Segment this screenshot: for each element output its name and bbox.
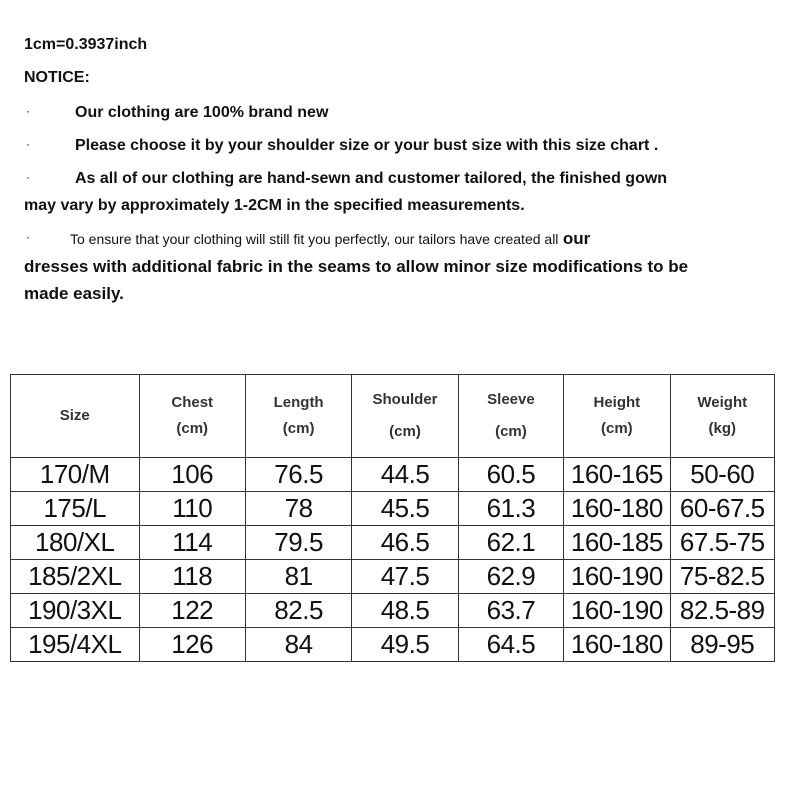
header-chest (139, 375, 245, 458)
notice-heading: NOTICE: (24, 69, 90, 86)
table-cell: 160-180 (564, 628, 670, 662)
header-unit: (cm) (495, 423, 527, 440)
table-cell: 82.5-89 (670, 594, 774, 628)
table-cell: 76.5 (245, 458, 351, 492)
table-cell: 81 (245, 560, 351, 594)
table-cell: 48.5 (352, 594, 458, 628)
size-chart-body (11, 458, 775, 662)
notice-item-4-line-1 (70, 229, 590, 249)
table-cell: 160-180 (564, 492, 670, 526)
notice-item-3-line-2: may vary by approximately 1-2CM in the specified measurements. (24, 197, 525, 214)
table-cell: 126 (139, 628, 245, 662)
bullet-marker: · (26, 104, 30, 118)
table-cell: 63.7 (458, 594, 563, 628)
table-cell: 122 (139, 594, 245, 628)
header-label: Length (273, 394, 324, 411)
notice-item-1: Our clothing are 100% brand new (75, 104, 329, 121)
header-sleeve (458, 375, 563, 458)
header-height (564, 375, 670, 458)
table-header-row (11, 375, 775, 458)
header-label: Shoulder (372, 391, 438, 408)
table-cell: 114 (139, 526, 245, 560)
header-unit: (cm) (176, 420, 209, 437)
table-cell: 64.5 (458, 628, 563, 662)
notice-item-2: Please choose it by your shoulder size or your bust size with this size chart . (75, 137, 659, 154)
table-row (11, 560, 775, 594)
notice-item-4-text-end: our (562, 229, 591, 248)
notice-item-4-line-2: dresses with additional fabric in the seams to allow minor size modifications to be (24, 257, 689, 276)
table-cell: 82.5 (245, 594, 351, 628)
table-cell: 62.1 (458, 526, 563, 560)
table-cell: 79.5 (245, 526, 351, 560)
header-length (245, 375, 351, 458)
table-cell: 78 (245, 492, 351, 526)
table-cell: 190/3XL (11, 594, 140, 628)
table-cell: 44.5 (352, 458, 458, 492)
table-cell: 47.5 (352, 560, 458, 594)
table-cell: 50-60 (670, 458, 774, 492)
table-cell: 170/M (11, 458, 140, 492)
header-weight (670, 375, 774, 458)
table-row (11, 628, 775, 662)
bullet-marker: · (26, 170, 30, 184)
table-row (11, 526, 775, 560)
table-cell: 160-190 (564, 594, 670, 628)
table-cell: 75-82.5 (670, 560, 774, 594)
table-cell: 45.5 (352, 492, 458, 526)
table-cell: 89-95 (670, 628, 774, 662)
table-cell: 106 (139, 458, 245, 492)
table-cell: 60.5 (458, 458, 563, 492)
header-unit: (cm) (389, 423, 421, 440)
header-label: Chest (171, 394, 214, 411)
table-row (11, 594, 775, 628)
table-row (11, 492, 775, 526)
table-row (11, 458, 775, 492)
header-unit: (cm) (282, 420, 315, 437)
notice-item-3-line-1: As all of our clothing are hand-sewn and customer tailored, the finished gown (75, 170, 668, 187)
table-cell: 49.5 (352, 628, 458, 662)
header-size (11, 375, 140, 458)
table-cell: 62.9 (458, 560, 563, 594)
header-label: Height (593, 394, 641, 411)
table-cell: 46.5 (352, 526, 458, 560)
table-cell: 67.5-75 (670, 526, 774, 560)
header-label: Size (59, 407, 90, 424)
header-label: Weight (697, 394, 748, 411)
notice-item-4-line-3: made easily. (24, 284, 124, 303)
table-cell: 180/XL (11, 526, 140, 560)
table-cell: 110 (139, 492, 245, 526)
table-cell: 84 (245, 628, 351, 662)
table-cell: 160-185 (564, 526, 670, 560)
header-shoulder (352, 375, 458, 458)
bullet-marker: · (26, 230, 30, 244)
table-cell: 185/2XL (11, 560, 140, 594)
size-chart-table (10, 374, 775, 662)
table-cell: 60-67.5 (670, 492, 774, 526)
table-cell: 160-165 (564, 458, 670, 492)
table-cell: 175/L (11, 492, 140, 526)
table-cell: 160-190 (564, 560, 670, 594)
table-cell: 195/4XL (11, 628, 140, 662)
header-unit: (cm) (600, 420, 633, 437)
unit-conversion-note: 1cm=0.3937inch (24, 36, 148, 53)
header-unit: (kg) (708, 420, 737, 437)
bullet-marker: · (26, 137, 30, 151)
table-cell: 118 (139, 560, 245, 594)
table-cell: 61.3 (458, 492, 563, 526)
header-label: Sleeve (487, 391, 535, 408)
notice-item-4-text: To ensure that your clothing will still fit you perfectly, our tailors have created all (70, 231, 559, 247)
